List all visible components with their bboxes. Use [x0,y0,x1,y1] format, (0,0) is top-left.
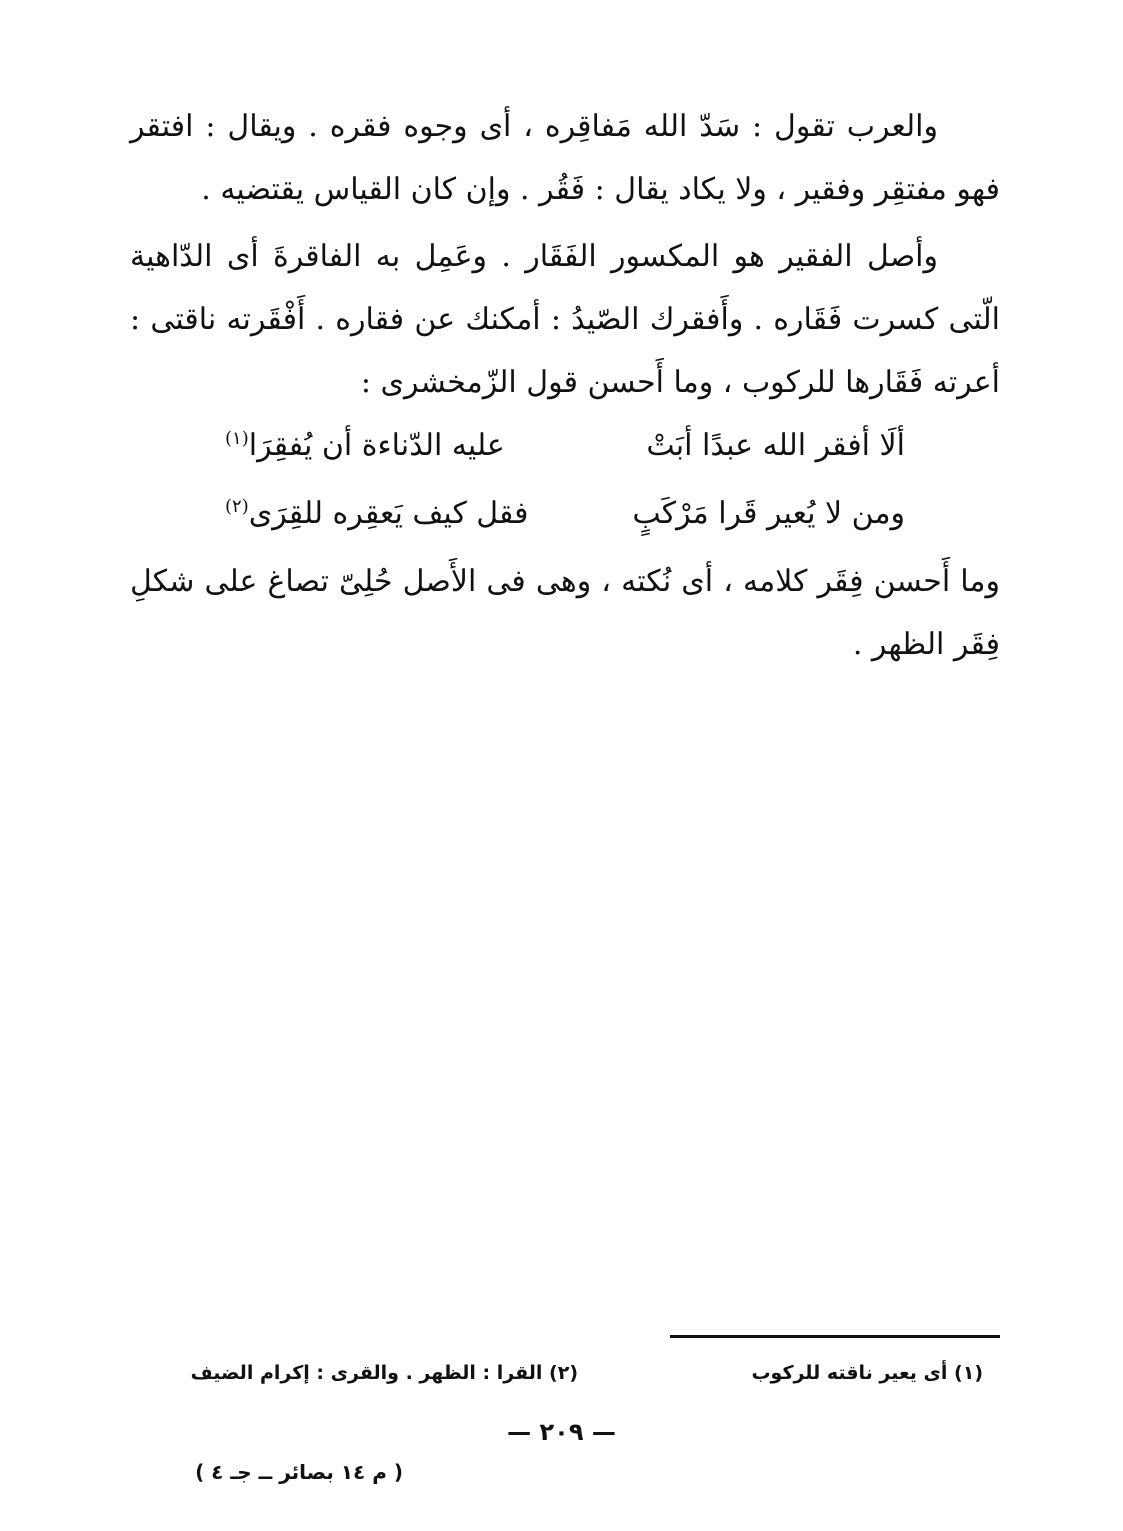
verse-2-second-hemistich [225,482,529,545]
paragraph-1: والعرب تقول : سَدّ الله مَفاقِره ، أى وجوه فقره . ويقال : افتقر فهو مفتقِر وفقير ، ولا يكاد يقال : فَقُر . وإن كان القياس يقتضيه . [130,109,1000,207]
verse-2-first-hemistich: ومن لا يُعير قَرا مَرْكَبٍ [632,496,905,531]
footnote-1: (١) أى يعير ناقته للركوب [751,1362,983,1384]
printer-signature: ( م ١٤ بصائر ــ جـ ٤ ) [195,1460,403,1484]
main-text [130,95,1000,676]
verse-1-second-text: عليه الدّناءة أن يُفقِرَا [248,428,505,463]
verse-1-first-hemistich: ألَا أفقر الله عبدًا أبَتْ [646,428,905,463]
verse-1-second-hemistich [225,414,505,477]
footnote-marker-2: (٢) [225,496,249,517]
verse-line-2 [130,482,1000,550]
footnote-2: (٢) القرا : الظهر . والقرى : إكرام الضيف [190,1362,578,1384]
verse-line-1 [130,414,1000,482]
footnote-marker-1: (١) [225,428,249,449]
page-number: — ٢٠٩ — [507,1418,616,1446]
verse-2-second-text: فقل كيف يَعقِره للقِرَى [248,496,529,531]
paragraph-3: وما أَحسن فِقَر كلامه ، أى نُكته ، وهى فى الأَصل حُلِىّ تصاغ على شكلِ فِقَر الظهر . [130,564,1000,662]
paragraph-2: وأصل الفقير هو المكسور الفَقَار . وعَمِل به الفاقرةَ أى الدّاهية الّتى كسرت فَقَاره . وأَفقرك الصّيدُ : أمكنك عن فقاره . أَفْقَرته ناقتى : أعرته فَقَارها للركوب ، وما أَحسن قول الزّمخشرى : [130,239,1000,400]
footnote-divider [670,1335,1000,1338]
